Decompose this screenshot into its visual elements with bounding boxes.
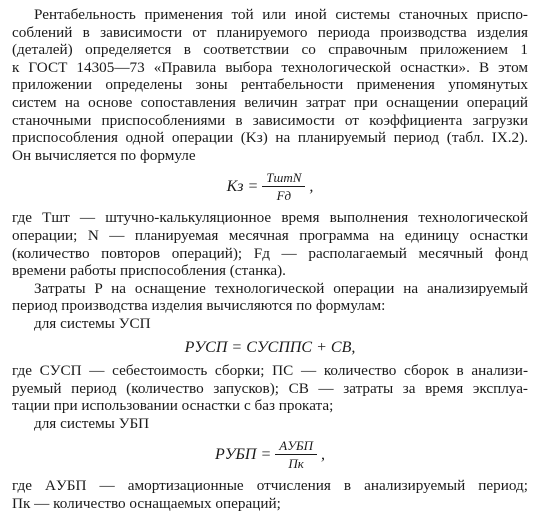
text-line: тации при использовании оснастки с баз проката; [12,397,334,415]
fraction-denominator: Fд [276,188,292,204]
paragraph-definitions-3 [12,477,528,512]
text-line: приспособления одной операции (Kз) на планируемый период (табл. IX.2). [12,129,528,147]
text-line: (количество повторов операций); Fд — располагаемый месячный фонд [12,244,528,262]
text-line: Пк — количество оснащаемых операций; [12,495,281,513]
text-line: Рентабельность применения той или иной системы станочных приспо- [34,6,528,23]
paragraph-intro [12,6,528,164]
text-line: к ГОСТ 14305—73 «Правила выбора технологической оснастки». В этом [12,58,528,76]
fraction-numerator: AУБП [275,438,317,455]
formula-body: PУСП = CУСППС + CВ, [184,338,356,356]
text-line: Затраты P на оснащение технологической операции на анализируемый [34,279,528,297]
text-line: где CУСП — себестоимость сборки; ПС — количество сборок в анализи- [12,362,528,380]
text-line: систем на основе сопоставления величин затрат при оснащении операций [12,93,528,111]
text-line: приложении определены зоны рентабельности применения упомянутых [12,76,528,94]
formula-tail: , [309,178,314,196]
fraction [275,438,317,471]
text-line: времени работы приспособления (станка). [12,262,286,280]
paragraph-costs [12,280,528,333]
formula-lhs: PУБП = [214,446,272,464]
text-line: для системы УСП [34,314,151,332]
text-line: станочными приспособлениями в зависимости от коэффициента загрузки [12,111,528,129]
text-line: руемый период (количество запусков); CВ — затраты за время эксплуа- [12,379,528,397]
text-line: период производства изделия вычисляются по формулам: [12,297,386,315]
text-line: (деталей) определяется в соответствии со справочным приложением 1 [12,41,528,59]
text-line: соблений в зависимости от планируемого периода производства изделия [12,23,528,41]
formula-lhs: Kз = [226,178,259,196]
text-line: для системы УБП [34,414,150,432]
formula-tail: , [321,446,326,464]
fraction [262,170,305,203]
text-line: где Tшт — штучно-калькуляционное время выполнения технологической [12,209,528,227]
formula-kz [12,170,528,203]
fraction-numerator: TштN [262,170,305,187]
text-line: где AУБП — амортизационные отчисления в анализируемый период; [12,477,528,495]
formula-usp [12,339,528,357]
text-line: Он вычисляется по формуле [12,146,196,164]
text-line: операции; N — планируемая месячная программа на единицу оснастки [12,226,528,244]
paragraph-definitions-1 [12,209,528,279]
fraction-denominator: Пк [288,456,304,472]
formula-ubp [12,438,528,471]
paragraph-definitions-2 [12,362,528,432]
